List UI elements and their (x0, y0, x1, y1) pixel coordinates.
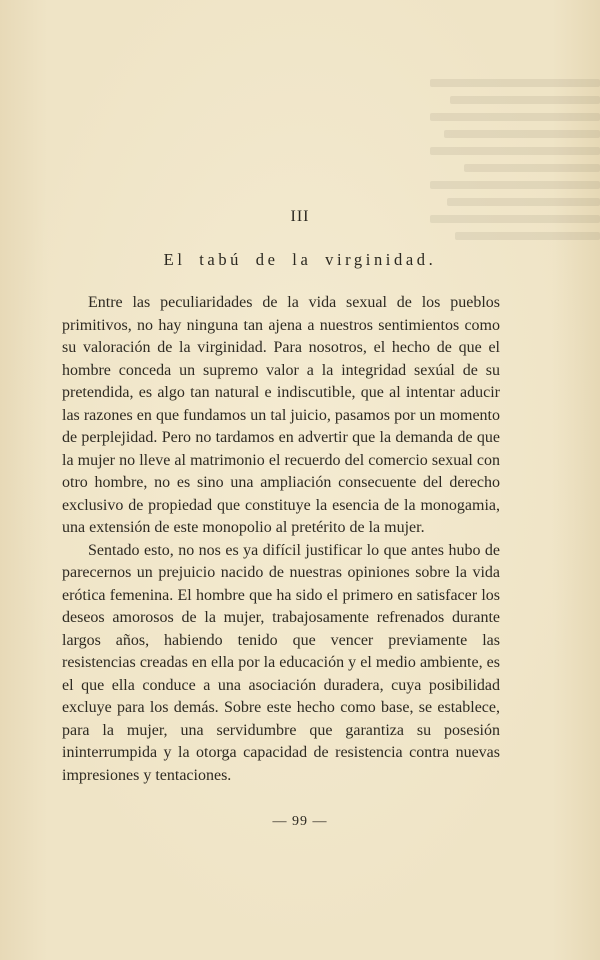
body-text (62, 292, 500, 787)
paragraph: Entre las peculiaridades de la vida sexual de los pueblos primitivos, no hay ninguna tan ajena a nuestros sentimientos como su valoración de la virginidad. Para nosotros, el hecho de que el hombre conceda un supremo valor a la integridad sexúal de su pretendida, es algo tan natural e indiscutible, que al intentar aducir las razones en que fundamos un tal juicio, pasamos por un momento de perplejidad. Pero no tardamos en advertir que la demanda de que la mujer no lleve al matrimonio el recuerdo del comercio sexual con otro hombre, no es sino una ampliación consecuente del derecho exclusivo de propiedad que constituye la esencia de la monogamia, una extensión de este monopolio al pretérito de la mujer. (62, 294, 500, 536)
page-number: — 99 — (272, 814, 328, 829)
chapter-number: III (290, 208, 310, 225)
chapter-title: El tabú de la virginidad. (163, 250, 437, 269)
paragraph: Sentado esto, no nos es ya difícil justificar lo que antes hubo de parecernos un prejuicio nacido de nuestras opiniones sobre la vida erótica femenina. El hombre que ha sido el primero en satisfacer los deseos amorosos de la mujer, trabajosamente refrenados durante largos años, habiendo tenido que vencer previamente las resistencias creadas en ella por la educación y el medio ambiente, es el que ella conduce a una asociación duradera, cuya posibilidad excluye para los demás. Sobre este hecho como base, se establece, para la mujer, una servidumbre que garantiza su posesión ininterrumpida y la otorga capacidad de resistencia contra nuevas impresiones y tentaciones. (62, 541, 500, 784)
